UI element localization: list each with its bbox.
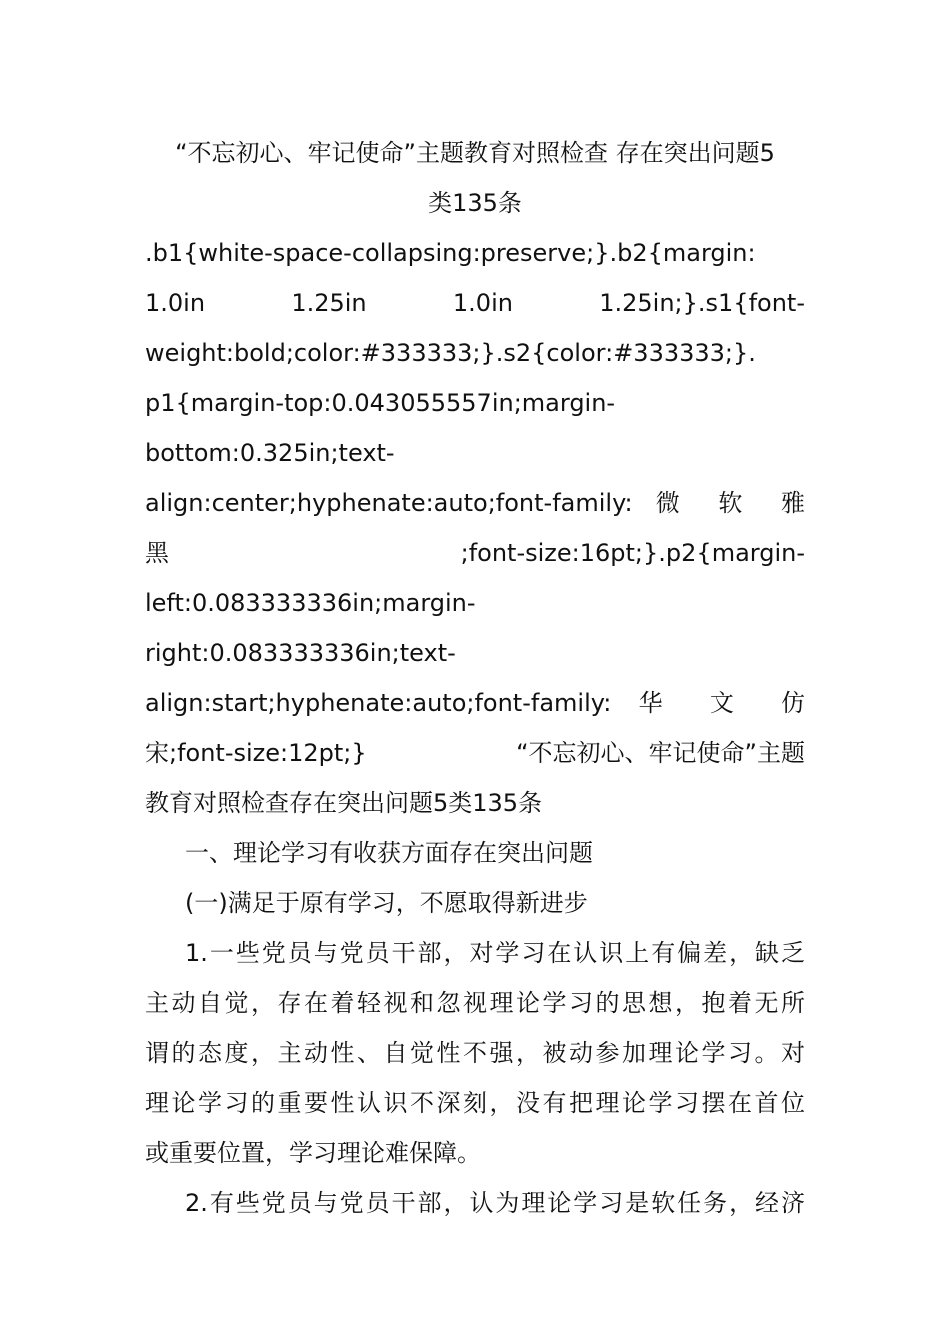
css-text-fragment: ;font-size:16pt;}.p2{margin- bbox=[460, 539, 805, 567]
css-text-fragment: 1.25in;}.s1{font- bbox=[599, 289, 805, 317]
css-text-fragment: “不忘初心、牢记使命”主题 bbox=[516, 739, 805, 767]
css-text-line: align:start;hyphenate:auto;font-family: 华 文 仿 bbox=[145, 689, 805, 717]
css-text-line: left:0.083333336in;margin- bbox=[145, 589, 476, 617]
css-text-fragment: 宋;font-size:12pt;} bbox=[145, 739, 367, 767]
paragraph-line: 或重要位置，学习理论难保障。 bbox=[145, 1139, 481, 1167]
paragraph-line: 理论学习的重要性认识不深刻，没有把理论学习摆在首位 bbox=[145, 1089, 805, 1117]
css-text-line: p1{margin-top:0.043055557in;margin- bbox=[145, 389, 616, 417]
subsection-heading: (一)满足于原有学习，不愿取得新进步 bbox=[185, 889, 588, 917]
css-text-line: right:0.083333336in;text- bbox=[145, 639, 456, 667]
css-text-line: bottom:0.325in;text- bbox=[145, 439, 395, 467]
css-text-line: align:center;hyphenate:auto;font-family: 微 软 雅 bbox=[145, 489, 805, 517]
document-page bbox=[145, 128, 805, 1228]
paragraph-line: 1.一些党员与党员干部，对学习在认识上有偏差，缺乏 bbox=[185, 939, 805, 967]
paragraph-line: 2.有些党员与党员干部，认为理论学习是软任务，经济 bbox=[185, 1189, 805, 1217]
paragraph-line: 谓的态度，主动性、自觉性不强，被动参加理论学习。对 bbox=[145, 1039, 805, 1067]
css-text-fragment: 1.0in bbox=[145, 289, 206, 317]
section-heading: 一、理论学习有收获方面存在突出问题 bbox=[185, 839, 593, 867]
document-title-line-2: 类135条 bbox=[428, 189, 522, 217]
paragraph-line: 主动自觉，存在着轻视和忽视理论学习的思想，抱着无所 bbox=[145, 989, 805, 1017]
css-text-fragment: 1.25in bbox=[291, 289, 367, 317]
document-title-line-1: “不忘初心、牢记使命”主题教育对照检查 存在突出问题5 bbox=[175, 139, 775, 167]
css-text-line: .b1{white-space-collapsing:preserve;}.b2{margin: bbox=[145, 239, 756, 267]
css-text-fragment: 黑 bbox=[145, 539, 169, 567]
css-text-line bbox=[145, 528, 805, 578]
css-text-line: 教育对照检查存在突出问题5类135条 bbox=[145, 789, 543, 817]
css-text-fragment: 1.0in bbox=[452, 289, 513, 317]
css-text-line: weight:bold;color:#333333;}.s2{color:#333333;}. bbox=[145, 339, 756, 367]
css-text-line bbox=[145, 728, 805, 778]
css-text-line bbox=[145, 278, 805, 328]
